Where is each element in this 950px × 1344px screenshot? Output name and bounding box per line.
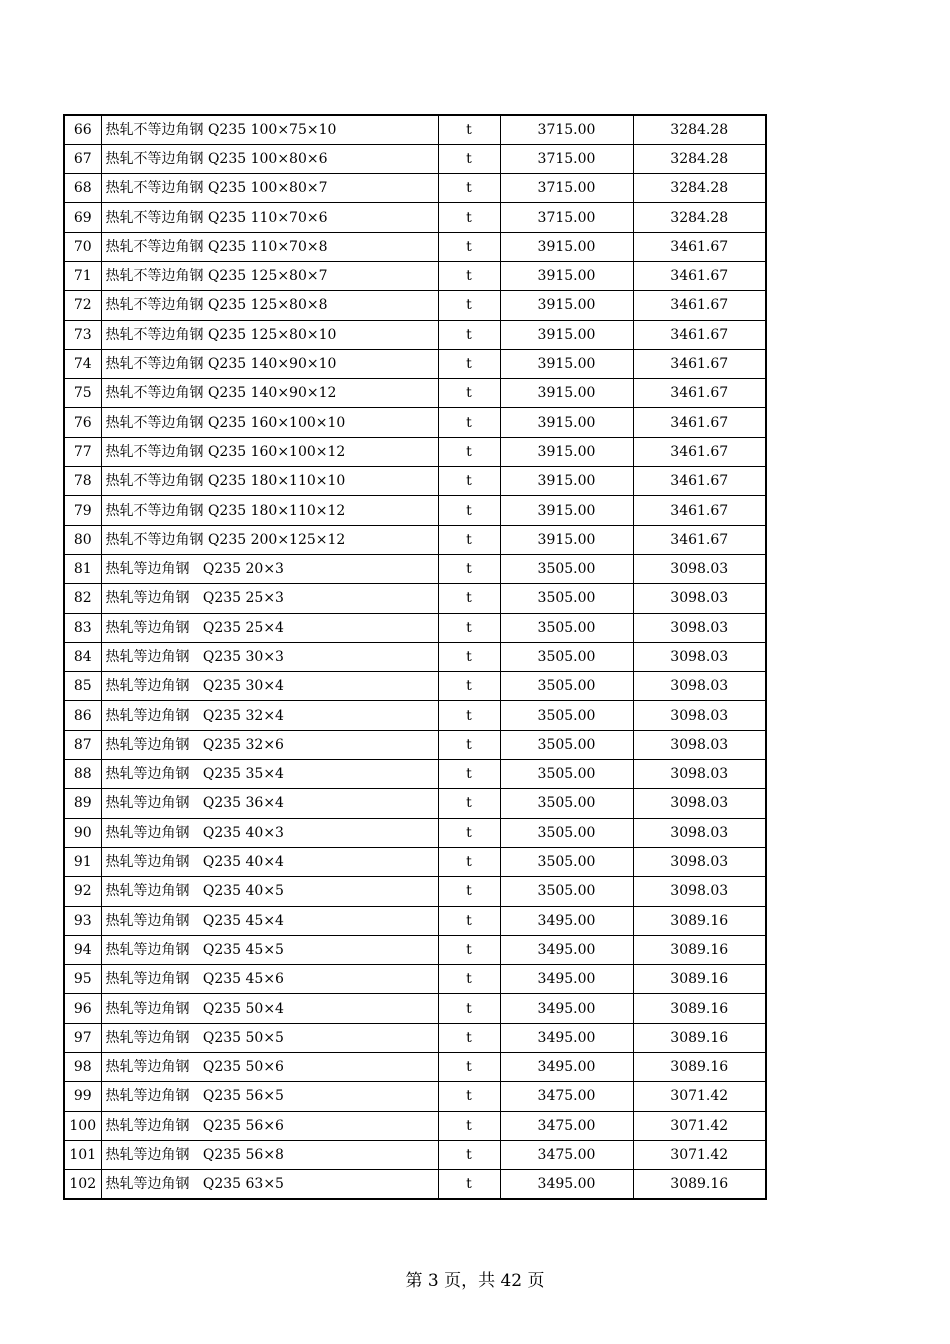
price-excl-tax-cell: 3098.03 (633, 642, 766, 671)
table-row (64, 584, 766, 613)
row-number-cell: 78 (64, 467, 101, 496)
price-excl-tax-cell: 3461.67 (633, 320, 766, 349)
row-number-cell: 90 (64, 818, 101, 847)
material-name-cell: 热轧不等边角钢 Q235 100×80×7 (101, 174, 438, 203)
table-row (64, 525, 766, 554)
unit-cell: t (438, 613, 500, 642)
unit-cell: t (438, 760, 500, 789)
row-number-cell: 95 (64, 965, 101, 994)
table-row (64, 1053, 766, 1082)
row-number-cell: 80 (64, 525, 101, 554)
row-number-cell: 97 (64, 1023, 101, 1052)
price-excl-tax-cell: 3461.67 (633, 379, 766, 408)
row-number-cell: 98 (64, 1053, 101, 1082)
price-excl-tax-cell: 3071.42 (633, 1140, 766, 1169)
row-number-cell: 71 (64, 261, 101, 290)
material-name-cell: 热轧不等边角钢 Q235 140×90×12 (101, 379, 438, 408)
row-number-cell: 89 (64, 789, 101, 818)
price-excl-tax-cell: 3461.67 (633, 291, 766, 320)
price-excl-tax-cell: 3098.03 (633, 877, 766, 906)
price-cell: 3495.00 (500, 1023, 633, 1052)
price-cell: 3475.00 (500, 1082, 633, 1111)
material-name-cell: 热轧不等边角钢 Q235 125×80×8 (101, 291, 438, 320)
table-row (64, 760, 766, 789)
table-row (64, 847, 766, 876)
price-excl-tax-cell: 3098.03 (633, 672, 766, 701)
price-cell: 3475.00 (500, 1111, 633, 1140)
price-cell: 3915.00 (500, 408, 633, 437)
material-name-cell: 热轧等边角钢 Q235 36×4 (101, 789, 438, 818)
table-row (64, 174, 766, 203)
unit-cell: t (438, 291, 500, 320)
price-cell: 3495.00 (500, 994, 633, 1023)
row-number-cell: 69 (64, 203, 101, 232)
table-row (64, 789, 766, 818)
unit-cell: t (438, 379, 500, 408)
price-excl-tax-cell: 3098.03 (633, 730, 766, 759)
row-number-cell: 85 (64, 672, 101, 701)
price-table (63, 114, 767, 1200)
table-row (64, 965, 766, 994)
row-number-cell: 93 (64, 906, 101, 935)
price-excl-tax-cell: 3284.28 (633, 115, 766, 144)
price-excl-tax-cell: 3461.67 (633, 496, 766, 525)
material-name-cell: 热轧等边角钢 Q235 30×3 (101, 642, 438, 671)
table-row (64, 379, 766, 408)
price-excl-tax-cell: 3098.03 (633, 760, 766, 789)
table-row (64, 613, 766, 642)
table-row (64, 935, 766, 964)
table-row (64, 408, 766, 437)
material-name-cell: 热轧等边角钢 Q235 25×3 (101, 584, 438, 613)
price-cell: 3505.00 (500, 877, 633, 906)
table-row (64, 1082, 766, 1111)
price-excl-tax-cell: 3284.28 (633, 144, 766, 173)
unit-cell: t (438, 467, 500, 496)
price-cell: 3915.00 (500, 349, 633, 378)
price-cell: 3915.00 (500, 525, 633, 554)
price-excl-tax-cell: 3089.16 (633, 994, 766, 1023)
table-row (64, 232, 766, 261)
price-cell: 3915.00 (500, 261, 633, 290)
price-cell: 3915.00 (500, 232, 633, 261)
price-excl-tax-cell: 3089.16 (633, 965, 766, 994)
unit-cell: t (438, 525, 500, 554)
price-excl-tax-cell: 3461.67 (633, 349, 766, 378)
price-excl-tax-cell: 3089.16 (633, 1053, 766, 1082)
price-cell: 3915.00 (500, 496, 633, 525)
row-number-cell: 86 (64, 701, 101, 730)
table-row (64, 672, 766, 701)
price-excl-tax-cell: 3089.16 (633, 1170, 766, 1199)
table-row (64, 1140, 766, 1169)
table-row (64, 877, 766, 906)
price-cell: 3915.00 (500, 379, 633, 408)
material-name-cell: 热轧等边角钢 Q235 63×5 (101, 1170, 438, 1199)
price-excl-tax-cell: 3461.67 (633, 467, 766, 496)
table-row (64, 1023, 766, 1052)
price-excl-tax-cell: 3284.28 (633, 203, 766, 232)
price-cell: 3505.00 (500, 584, 633, 613)
row-number-cell: 76 (64, 408, 101, 437)
material-name-cell: 热轧等边角钢 Q235 32×6 (101, 730, 438, 759)
price-excl-tax-cell: 3071.42 (633, 1111, 766, 1140)
unit-cell: t (438, 437, 500, 466)
price-excl-tax-cell: 3098.03 (633, 847, 766, 876)
unit-cell: t (438, 906, 500, 935)
material-name-cell: 热轧不等边角钢 Q235 160×100×12 (101, 437, 438, 466)
table-row (64, 291, 766, 320)
row-number-cell: 102 (64, 1170, 101, 1199)
price-excl-tax-cell: 3071.42 (633, 1082, 766, 1111)
material-name-cell: 热轧不等边角钢 Q235 110×70×6 (101, 203, 438, 232)
table-row (64, 642, 766, 671)
unit-cell: t (438, 730, 500, 759)
price-cell: 3495.00 (500, 965, 633, 994)
price-cell: 3475.00 (500, 1140, 633, 1169)
material-name-cell: 热轧等边角钢 Q235 50×4 (101, 994, 438, 1023)
material-name-cell: 热轧等边角钢 Q235 45×5 (101, 935, 438, 964)
price-cell: 3505.00 (500, 760, 633, 789)
price-cell: 3505.00 (500, 730, 633, 759)
material-name-cell: 热轧等边角钢 Q235 56×6 (101, 1111, 438, 1140)
row-number-cell: 67 (64, 144, 101, 173)
row-number-cell: 68 (64, 174, 101, 203)
material-name-cell: 热轧等边角钢 Q235 56×5 (101, 1082, 438, 1111)
unit-cell: t (438, 1140, 500, 1169)
material-name-cell: 热轧等边角钢 Q235 35×4 (101, 760, 438, 789)
row-number-cell: 94 (64, 935, 101, 964)
price-cell: 3505.00 (500, 613, 633, 642)
material-name-cell: 热轧不等边角钢 Q235 125×80×10 (101, 320, 438, 349)
row-number-cell: 96 (64, 994, 101, 1023)
material-name-cell: 热轧不等边角钢 Q235 180×110×10 (101, 467, 438, 496)
unit-cell: t (438, 965, 500, 994)
material-name-cell: 热轧不等边角钢 Q235 160×100×10 (101, 408, 438, 437)
row-number-cell: 88 (64, 760, 101, 789)
unit-cell: t (438, 1023, 500, 1052)
unit-cell: t (438, 144, 500, 173)
row-number-cell: 92 (64, 877, 101, 906)
material-name-cell: 热轧等边角钢 Q235 30×4 (101, 672, 438, 701)
table-row (64, 1111, 766, 1140)
price-cell: 3915.00 (500, 291, 633, 320)
table-row (64, 554, 766, 583)
unit-cell: t (438, 701, 500, 730)
row-number-cell: 72 (64, 291, 101, 320)
row-number-cell: 77 (64, 437, 101, 466)
unit-cell: t (438, 408, 500, 437)
price-excl-tax-cell: 3461.67 (633, 437, 766, 466)
row-number-cell: 81 (64, 554, 101, 583)
material-name-cell: 热轧不等边角钢 Q235 125×80×7 (101, 261, 438, 290)
price-excl-tax-cell: 3098.03 (633, 818, 766, 847)
row-number-cell: 100 (64, 1111, 101, 1140)
row-number-cell: 101 (64, 1140, 101, 1169)
unit-cell: t (438, 1053, 500, 1082)
unit-cell: t (438, 203, 500, 232)
table-row (64, 994, 766, 1023)
price-excl-tax-cell: 3098.03 (633, 701, 766, 730)
price-cell: 3715.00 (500, 203, 633, 232)
price-excl-tax-cell: 3098.03 (633, 584, 766, 613)
unit-cell: t (438, 174, 500, 203)
price-cell: 3505.00 (500, 701, 633, 730)
material-name-cell: 热轧等边角钢 Q235 20×3 (101, 554, 438, 583)
unit-cell: t (438, 672, 500, 701)
material-name-cell: 热轧等边角钢 Q235 50×6 (101, 1053, 438, 1082)
unit-cell: t (438, 554, 500, 583)
material-name-cell: 热轧等边角钢 Q235 56×8 (101, 1140, 438, 1169)
material-name-cell: 热轧不等边角钢 Q235 100×80×6 (101, 144, 438, 173)
unit-cell: t (438, 320, 500, 349)
price-excl-tax-cell: 3089.16 (633, 935, 766, 964)
unit-cell: t (438, 642, 500, 671)
price-excl-tax-cell: 3461.67 (633, 261, 766, 290)
unit-cell: t (438, 1082, 500, 1111)
price-cell: 3505.00 (500, 642, 633, 671)
price-cell: 3715.00 (500, 174, 633, 203)
unit-cell: t (438, 994, 500, 1023)
price-cell: 3505.00 (500, 789, 633, 818)
unit-cell: t (438, 935, 500, 964)
table-row (64, 261, 766, 290)
row-number-cell: 74 (64, 349, 101, 378)
material-name-cell: 热轧不等边角钢 Q235 100×75×10 (101, 115, 438, 144)
price-cell: 3715.00 (500, 115, 633, 144)
price-excl-tax-cell: 3098.03 (633, 789, 766, 818)
unit-cell: t (438, 847, 500, 876)
price-cell: 3495.00 (500, 906, 633, 935)
row-number-cell: 83 (64, 613, 101, 642)
row-number-cell: 75 (64, 379, 101, 408)
material-name-cell: 热轧等边角钢 Q235 25×4 (101, 613, 438, 642)
row-number-cell: 66 (64, 115, 101, 144)
table-row (64, 701, 766, 730)
table-row (64, 144, 766, 173)
price-excl-tax-cell: 3284.28 (633, 174, 766, 203)
table-row (64, 818, 766, 847)
material-name-cell: 热轧不等边角钢 Q235 140×90×10 (101, 349, 438, 378)
unit-cell: t (438, 115, 500, 144)
price-cell: 3495.00 (500, 1170, 633, 1199)
unit-cell: t (438, 818, 500, 847)
row-number-cell: 87 (64, 730, 101, 759)
material-name-cell: 热轧等边角钢 Q235 50×5 (101, 1023, 438, 1052)
price-cell: 3495.00 (500, 935, 633, 964)
price-excl-tax-cell: 3098.03 (633, 613, 766, 642)
row-number-cell: 70 (64, 232, 101, 261)
table-row (64, 437, 766, 466)
price-excl-tax-cell: 3461.67 (633, 525, 766, 554)
material-name-cell: 热轧等边角钢 Q235 32×4 (101, 701, 438, 730)
price-excl-tax-cell: 3098.03 (633, 554, 766, 583)
table-row (64, 496, 766, 525)
price-cell: 3505.00 (500, 554, 633, 583)
price-cell: 3505.00 (500, 672, 633, 701)
material-name-cell: 热轧等边角钢 Q235 40×3 (101, 818, 438, 847)
unit-cell: t (438, 232, 500, 261)
unit-cell: t (438, 789, 500, 818)
table-row (64, 906, 766, 935)
unit-cell: t (438, 261, 500, 290)
table-row (64, 115, 766, 144)
price-excl-tax-cell: 3461.67 (633, 232, 766, 261)
page-footer: 第 3 页，共 42 页 (405, 1271, 545, 1291)
row-number-cell: 84 (64, 642, 101, 671)
row-number-cell: 79 (64, 496, 101, 525)
row-number-cell: 99 (64, 1082, 101, 1111)
price-cell: 3915.00 (500, 467, 633, 496)
material-name-cell: 热轧不等边角钢 Q235 200×125×12 (101, 525, 438, 554)
material-name-cell: 热轧等边角钢 Q235 45×4 (101, 906, 438, 935)
table-row (64, 467, 766, 496)
price-excl-tax-cell: 3089.16 (633, 1023, 766, 1052)
unit-cell: t (438, 1170, 500, 1199)
material-name-cell: 热轧不等边角钢 Q235 110×70×8 (101, 232, 438, 261)
table-row (64, 203, 766, 232)
price-cell: 3915.00 (500, 320, 633, 349)
table-row (64, 320, 766, 349)
unit-cell: t (438, 349, 500, 378)
unit-cell: t (438, 877, 500, 906)
price-table-body (64, 115, 766, 1199)
price-excl-tax-cell: 3089.16 (633, 906, 766, 935)
price-cell: 3915.00 (500, 437, 633, 466)
material-name-cell: 热轧等边角钢 Q235 45×6 (101, 965, 438, 994)
table-row (64, 730, 766, 759)
unit-cell: t (438, 584, 500, 613)
table-row (64, 1170, 766, 1199)
table-row (64, 349, 766, 378)
row-number-cell: 73 (64, 320, 101, 349)
price-cell: 3505.00 (500, 818, 633, 847)
unit-cell: t (438, 1111, 500, 1140)
row-number-cell: 82 (64, 584, 101, 613)
material-name-cell: 热轧不等边角钢 Q235 180×110×12 (101, 496, 438, 525)
price-excl-tax-cell: 3461.67 (633, 408, 766, 437)
price-cell: 3715.00 (500, 144, 633, 173)
price-cell: 3495.00 (500, 1053, 633, 1082)
row-number-cell: 91 (64, 847, 101, 876)
unit-cell: t (438, 496, 500, 525)
price-cell: 3505.00 (500, 847, 633, 876)
material-name-cell: 热轧等边角钢 Q235 40×4 (101, 847, 438, 876)
material-name-cell: 热轧等边角钢 Q235 40×5 (101, 877, 438, 906)
